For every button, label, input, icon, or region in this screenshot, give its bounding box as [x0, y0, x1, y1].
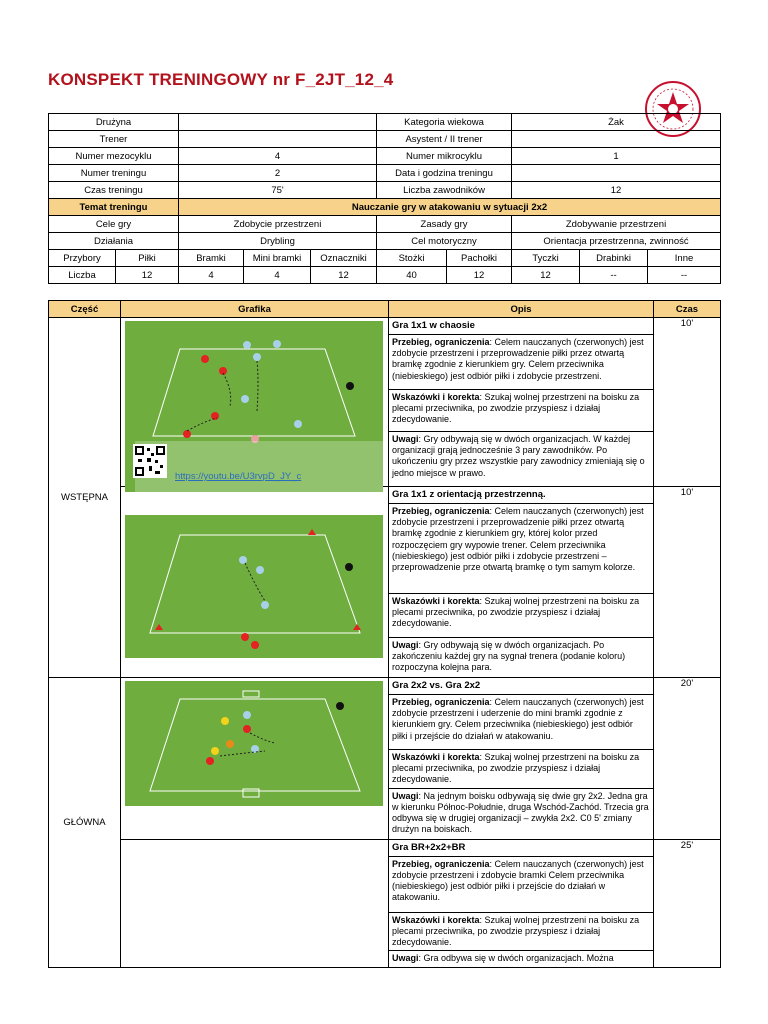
tips-label: Wskazówki i korekta	[392, 752, 480, 762]
game-2-title: Gra 1x1 z orientacją przestrzenną.	[389, 487, 654, 504]
part-main: GŁÓWNA	[49, 678, 121, 968]
count-label: Liczba	[49, 267, 116, 284]
equipment-count: 4	[179, 267, 244, 284]
pitch-diagram	[125, 515, 383, 658]
motor-label: Cel motoryczny	[377, 233, 512, 250]
equipment-label: Przybory	[49, 250, 116, 267]
game-4-time: 25'	[654, 839, 721, 968]
equipment-count: 12	[116, 267, 179, 284]
header-part: Część	[49, 301, 121, 318]
game-1-time: 10'	[654, 318, 721, 487]
equipment-count: --	[648, 267, 721, 284]
assistant-label: Asystent / II trener	[377, 131, 512, 148]
training-no-label: Numer treningu	[49, 165, 179, 182]
tips-label: Wskazówki i korekta	[392, 596, 480, 606]
actions-label: Działania	[49, 233, 179, 250]
game-4-graphic	[121, 839, 389, 968]
category-label: Kategoria wiekowa	[377, 114, 512, 131]
equipment-header: Pachołki	[447, 250, 512, 267]
game-1-title: Gra 1x1 w chaosie	[389, 318, 654, 335]
game-1-tips	[389, 390, 654, 432]
tips-text: : Szukaj wolnej przestrzeni na boisku za plecami przeciwnika, po zwodzie przyspiesz i działaj zdecydowanie.	[392, 914, 640, 948]
game-3-time: 20'	[654, 678, 721, 840]
rules-value: Zdobywanie przestrzeni	[512, 216, 721, 233]
notes-text: : Na jednym boisku odbywają się dwie gry 2x2. Jedna gra w kierunku Północ-Południe, druga Wschód-Zachód. Trzecia gra odbywa się w drugiej organizacji – zwykła 2x2. C0 5' zmiany drużyn na boiskach.	[392, 790, 649, 835]
equipment-count: 4	[244, 267, 311, 284]
course-text: : Celem nauczanych (czerwonych) jest zdobycie przestrzeni i przeprowadzenie piłki przez otwartą bramkę zgodnie z kierunkiem gry. Celem przeciwnika (niebieskiego) jest odbiór piłki i zdobycie przestrzeni.	[392, 337, 644, 381]
date-value	[512, 165, 721, 182]
game-2-course	[389, 504, 654, 594]
game-4-notes	[389, 951, 654, 968]
assistant-value	[512, 131, 721, 148]
game-4-title: Gra BR+2x2+BR	[389, 839, 654, 856]
game-3-title: Gra 2x2 vs. Gra 2x2	[389, 678, 654, 695]
header-graphic: Grafika	[121, 301, 389, 318]
game-4-course	[389, 856, 654, 912]
tips-label: Wskazówki i korekta	[392, 914, 480, 925]
notes-label: Uwagi	[392, 640, 419, 650]
course-label: Przebieg, ograniczenia	[392, 697, 490, 707]
game-2-time: 10'	[654, 487, 721, 678]
goals-label: Cele gry	[49, 216, 179, 233]
game-3-graphic	[121, 678, 389, 840]
meso-label: Numer mezocyklu	[49, 148, 179, 165]
equipment-header: Piłki	[116, 250, 179, 267]
coach-label: Trener	[49, 131, 179, 148]
micro-value: 1	[512, 148, 721, 165]
category-value: Żak	[512, 114, 721, 131]
equipment-count: 12	[512, 267, 580, 284]
coach-value	[179, 131, 377, 148]
topic-label: Temat treningu	[49, 199, 179, 216]
equipment-count: 12	[311, 267, 377, 284]
game-2-tips	[389, 594, 654, 638]
notes-label: Uwagi	[392, 790, 419, 801]
team-value	[179, 114, 377, 131]
game-1-course	[389, 335, 654, 390]
header-time: Czas	[654, 301, 721, 318]
game-4-tips	[389, 912, 654, 951]
date-label: Data i godzina treningu	[377, 165, 512, 182]
equipment-count: 12	[447, 267, 512, 284]
game-1-notes	[389, 432, 654, 487]
course-text: : Celem nauczanych (czerwonych) jest zdobycie przestrzeni i uderzenie do mini bramki zgodnie z kierunkiem gry. Celem przeciwnika (niebieskiego) jest odbiór piłki i przejście do działań w atakowaniu.	[392, 697, 644, 741]
rules-label: Zasady gry	[377, 216, 512, 233]
equipment-header: Stożki	[377, 250, 447, 267]
part-warmup: WSTĘPNA	[49, 318, 121, 678]
time-value: 75'	[179, 182, 377, 199]
training-no-value: 2	[179, 165, 377, 182]
notes-text: : Gry odbywają się w dwóch organizacjach. W każdej organizacji grają jednocześnie 3 pary zawodników. Po ukończeniu gry przez wszystkie pary zawodnicy zmieniają się o jedno miejsce w prawo.	[392, 434, 645, 478]
pitch-drawing	[125, 681, 383, 806]
notes-text: : Gry odbywają się w dwóch organizacjach. Po zakończeniu każdej gry na sygnał trenera (podanie koloru) rozpoczyna kolejna para.	[392, 640, 626, 673]
pitch-diagram	[125, 681, 383, 806]
equipment-header: Drabinki	[580, 250, 648, 267]
game-3-course	[389, 695, 654, 750]
actions-value: Drybling	[179, 233, 377, 250]
team-label: Drużyna	[49, 114, 179, 131]
equipment-header: Oznaczniki	[311, 250, 377, 267]
video-link[interactable]: https://youtu.be/U3rvpD_JY_c	[175, 471, 302, 482]
page-title: KONSPEKT TRENINGOWY nr F_2JT_12_4	[48, 70, 394, 89]
meso-value: 4	[179, 148, 377, 165]
plan-table	[48, 300, 721, 968]
topic-value: Nauczanie gry w atakowaniu w sytuacji 2x2	[179, 199, 721, 216]
micro-label: Numer mikrocyklu	[377, 148, 512, 165]
game-2-notes	[389, 638, 654, 678]
info-table	[48, 113, 721, 284]
time-label: Czas treningu	[49, 182, 179, 199]
course-label: Przebieg, ograniczenia	[392, 337, 490, 347]
equipment-header: Mini bramki	[244, 250, 311, 267]
motor-value: Orientacja przestrzenna, zwinność	[512, 233, 721, 250]
goals-value: Zdobycie przestrzeni	[179, 216, 377, 233]
pitch-drawing	[125, 515, 383, 658]
header-description: Opis	[389, 301, 654, 318]
game-2-graphic	[121, 487, 389, 678]
tips-text: : Szukaj wolnej przestrzeni na boisku za plecami przeciwnika, po zwodzie przyspiesz i działaj zdecydowanie.	[392, 392, 640, 425]
tips-label: Wskazówki i korekta	[392, 392, 480, 402]
equipment-header: Bramki	[179, 250, 244, 267]
course-text: : Celem nauczanych (czerwonych) jest zdobycie przestrzeni i zdobycie bramki Celem przeciwnika (niebieskiego) jest odbiór piłki i przejście do działań w atakowaniu.	[392, 858, 644, 903]
equipment-header: Inne	[648, 250, 721, 267]
equipment-header: Tyczki	[512, 250, 580, 267]
qr-code-icon	[133, 444, 167, 478]
equipment-count: --	[580, 267, 648, 284]
course-label: Przebieg, ograniczenia	[392, 858, 490, 869]
notes-label: Uwagi	[392, 434, 419, 444]
players-label: Liczba zawodników	[377, 182, 512, 199]
game-1-graphic	[121, 318, 389, 487]
notes-text: : Gra odbywa się w dwóch organizacjach. Można	[418, 953, 614, 964]
tips-text: : Szukaj wolnej przestrzeni na boisku za plecami przeciwnika, po zwodzie przyspiesz i działaj zdecydowanie.	[392, 752, 640, 785]
game-3-notes	[389, 788, 654, 839]
course-label: Przebieg, ograniczenia	[392, 506, 490, 516]
tips-text: : Szukaj wolnej przestrzeni na boisku za plecami przeciwnika, po zwodzie przyspiesz i działaj zdecydowanie.	[392, 596, 640, 629]
equipment-count: 40	[377, 267, 447, 284]
notes-label: Uwagi	[392, 953, 419, 964]
game-3-tips	[389, 750, 654, 789]
course-text: : Celem nauczanych (czerwonych) jest zdobycie przestrzeni i przeprowadzenie piłki przez otwartą bramkę zgodnie z kierunkiem gry, której kolor przed rozpoczęciem gry wypowie trener. Celem przeciwnika (niebieskiego) jest odbiór piłki i zdobycie przestrzeni – przeprowadzenie prze otwartą bramkę o tym samym kolorze.	[392, 506, 644, 573]
players-value: 12	[512, 182, 721, 199]
